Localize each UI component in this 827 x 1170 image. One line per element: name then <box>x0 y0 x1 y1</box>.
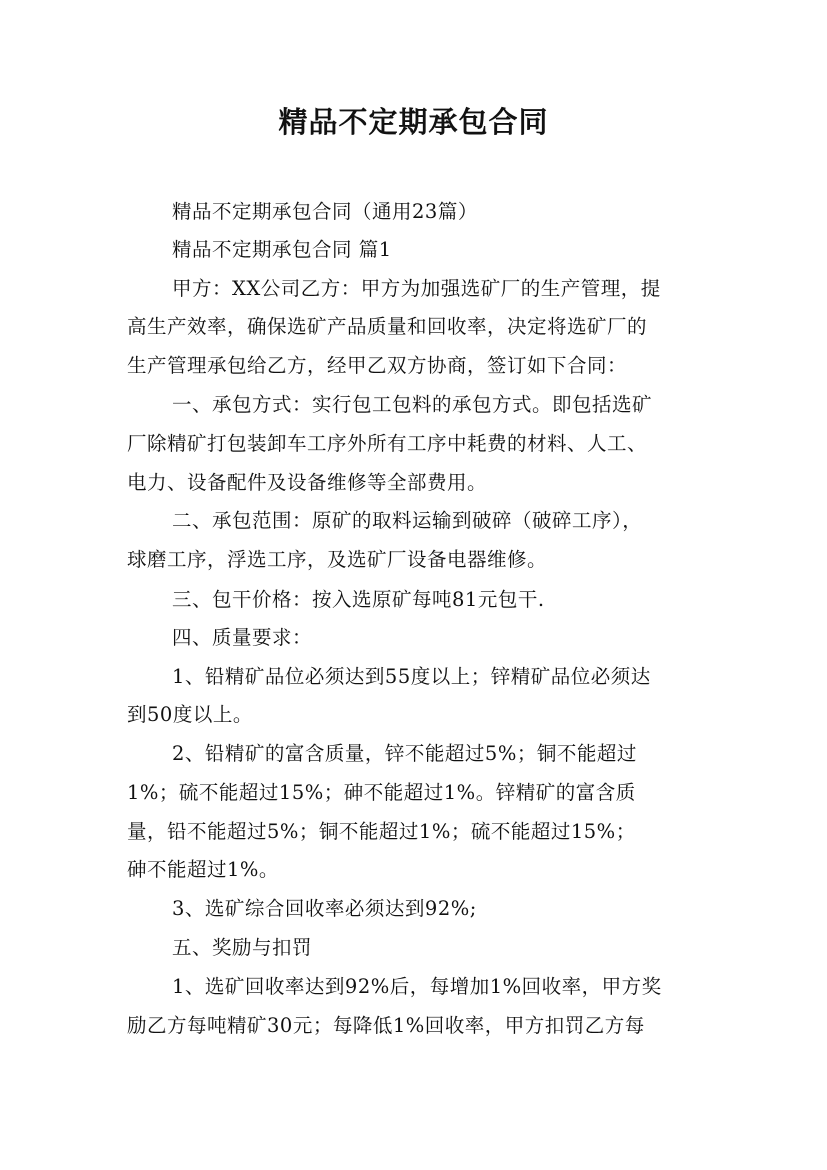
paragraph-line: 砷不能超过1%。 <box>127 858 279 881</box>
paragraph-line: 生产管理承包给乙方，经甲乙双方协商，签订如下合同： <box>127 354 628 377</box>
paragraph-line: 高生产效率，确保选矿产品质量和回收率，决定将选矿厂的 <box>127 315 648 338</box>
paragraph-line: 2、铅精矿的富含质量，锌不能超过5%；铜不能超过 <box>172 742 637 765</box>
paragraph-line: 1、选矿回收率达到92%后，每增加1%回收率，甲方奖 <box>172 975 662 998</box>
document-title: 精品不定期承包合同 <box>278 105 549 139</box>
paragraph-line: 量，铅不能超过5%；铜不能超过1%；硫不能超过15%； <box>127 820 636 843</box>
paragraph-line: 甲方：XX公司乙方：甲方为加强选矿厂的生产管理，提 <box>172 277 661 300</box>
paragraph-line: 厂除精矿打包装卸车工序外所有工序中耗费的材料、人工、 <box>127 432 648 455</box>
paragraph-line: 励乙方每吨精矿30元；每降低1%回收率，甲方扣罚乙方每 <box>127 1014 645 1037</box>
paragraph-line: 1、铅精矿品位必须达到55度以上；锌精矿品位必须达 <box>172 665 651 688</box>
paragraph-line: 四、质量要求： <box>172 626 313 649</box>
paragraph-line: 到50度以上。 <box>127 703 253 726</box>
paragraph-line: 电力、设备配件及设备维修等全部费用。 <box>127 471 488 494</box>
paragraph-line: 3、选矿综合回收率必须达到92%; <box>172 897 477 920</box>
paragraph-line: 1%；硫不能超过15%；砷不能超过1%。锌精矿的富含质 <box>127 781 636 804</box>
paragraph-line: 精品不定期承包合同 篇1 <box>172 238 392 261</box>
paragraph-line: 一、承包方式：实行包工包料的承包方式。即包括选矿 <box>172 393 653 416</box>
paragraph-line: 五、奖励与扣罚 <box>172 936 313 959</box>
paragraph-line: 三、包干价格：按入选原矿每吨81元包干. <box>172 588 545 611</box>
paragraph-line: 球磨工序，浮选工序，及选矿厂设备电器维修。 <box>127 548 548 571</box>
paragraph-line: 精品不定期承包合同（通用23篇） <box>172 200 478 223</box>
paragraph-line: 二、承包范围：原矿的取料运输到破碎（破碎工序）， <box>172 509 643 532</box>
